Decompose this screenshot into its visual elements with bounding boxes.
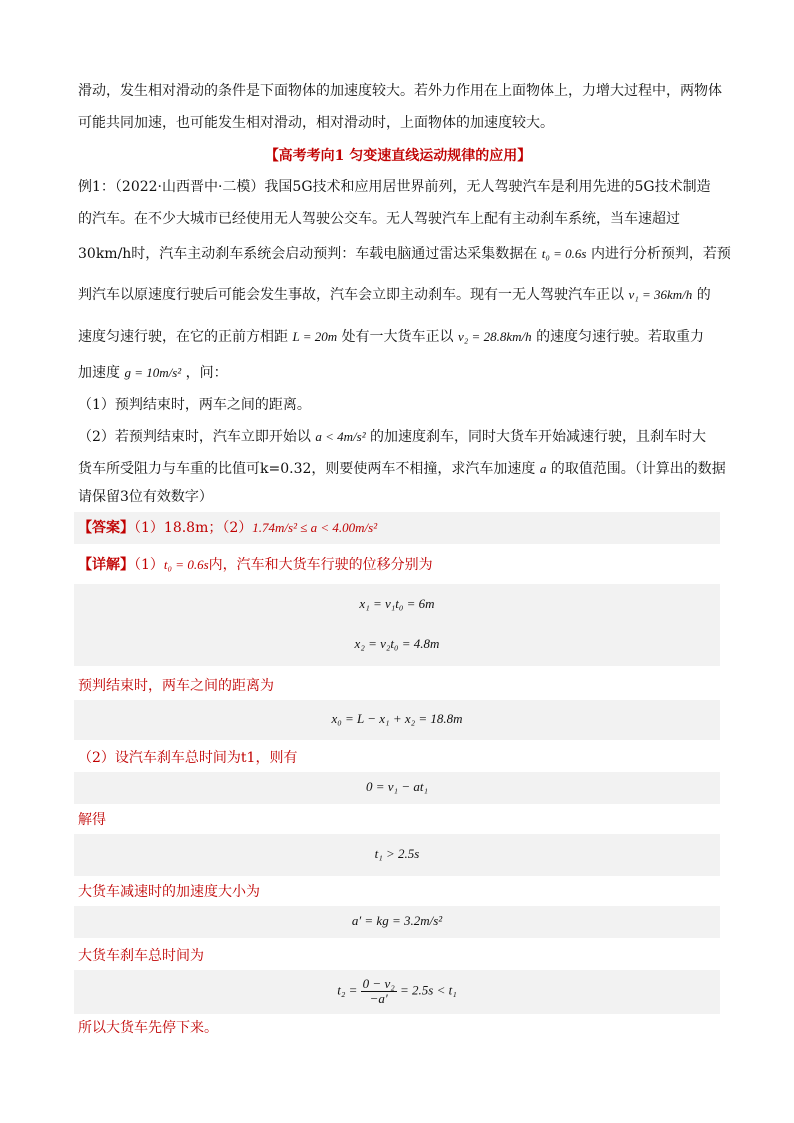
problem-line-4-text-a: 判汽车以原速度行驶后可能会发生事故，汽车会立即主动刹车。现有一无人驾驶汽车正以 xyxy=(78,287,624,303)
solution-line-1 xyxy=(78,555,718,575)
question-2-line-2-text-a: 货车所受阻力与车重的比值可k=0.32，则要使两车不相撞，求汽车加速度 xyxy=(78,461,536,477)
solution-text-b: 内，汽车和大货车行驶的位移分别为 xyxy=(208,557,433,573)
equation-t2-rhs: = 2.5s < t₁ xyxy=(399,982,457,998)
question-2-line-2-text-b: 的取值范围。（计算出的数据 xyxy=(550,461,726,477)
problem-line-6-text-a: 加速度 xyxy=(78,365,120,381)
formula-a: a xyxy=(539,461,547,476)
problem-line-4 xyxy=(78,285,718,305)
problem-line-5 xyxy=(78,327,718,347)
equation-t1: t₁ > 2.5s xyxy=(374,846,420,861)
solution-text-e: 解得 xyxy=(78,812,106,828)
answer-line xyxy=(78,518,718,538)
formula-a-limit: a < 4m/s² xyxy=(315,429,366,444)
formula-L: L = 20m xyxy=(292,329,338,344)
problem-line-3-text-b: 内进行分析预判，若预 xyxy=(590,246,731,262)
problem-line-5-text-c: 的速度匀速行驶。若取重力 xyxy=(536,329,705,345)
formula-v1: v₁ = 36km/h xyxy=(628,287,693,302)
question-2-text-b: 的加速度刹车，同时大货车开始减速行驶，且刹车时大 xyxy=(370,429,707,445)
solution-text-c: 预判结束时，两车之间的距离为 xyxy=(78,678,274,694)
equation-band-5 xyxy=(74,906,720,938)
question-2-line-3: 请保留3位有效数字） xyxy=(78,489,213,505)
problem-line-3 xyxy=(78,244,731,264)
solution-text-f: 大货车减速时的加速度大小为 xyxy=(78,884,260,900)
equation-band-2 xyxy=(74,700,720,740)
formula-t0: t₀ = 0.6s xyxy=(541,246,587,261)
solution-text-g: 大货车刹车总时间为 xyxy=(78,948,204,964)
answer-label: 【答案】 xyxy=(78,520,134,536)
question-1: （1）预判结束时，两车之间的距离。 xyxy=(78,397,311,413)
question-2-text-a: （2）若预判结束时，汽车立即开始以 xyxy=(78,429,311,445)
solution-formula-t0: t₀ = 0.6s xyxy=(163,557,209,572)
equation-band-4 xyxy=(74,834,720,876)
problem-line-5-text-b: 处有一大货车正以 xyxy=(341,329,454,345)
problem-line-5-text-a: 速度匀速行驶，在它的正前方相距 xyxy=(78,329,288,345)
formula-g: g = 10m/s² xyxy=(124,365,182,380)
equation-a-prime: a′ = kg = 3.2m/s² xyxy=(351,913,443,928)
fraction-numerator: 0 − v₂ xyxy=(362,976,395,991)
solution-text-d: （2）设汽车刹车总时间为t1，则有 xyxy=(78,750,298,766)
solution-label: 【详解】 xyxy=(78,557,134,573)
problem-line-6-text-b: ，问： xyxy=(185,365,228,381)
equation-t2-lhs: t₂ = xyxy=(337,982,358,998)
question-2-line-2 xyxy=(78,459,726,479)
problem-line-1: 例1：（2022·山西晋中·二模）我国5G技术和应用居世界前列，无人驾驶汽车是利用先进的5G技术制造 xyxy=(78,179,711,195)
fraction xyxy=(361,977,397,1006)
problem-line-4-text-b: 的 xyxy=(696,287,711,303)
intro-line-2: 可能共同加速，也可能发生相对滑动，相对滑动时，上面物体的加速度较大。 xyxy=(78,115,554,131)
intro-line-1: 滑动，发生相对滑动的条件是下面物体的加速度较大。若外力作用在上面物体上，力增大过程中，两物体 xyxy=(78,83,722,99)
problem-line-6 xyxy=(78,363,718,383)
equation-x0: x₀ = L − x₁ + x₂ = 18.8m xyxy=(331,711,463,726)
question-2-line-1 xyxy=(78,427,718,447)
problem-line-2: 的汽车。在不少大城市已经使用无人驾驶公交车。无人驾驶汽车上配有主动刹车系统，当车速超过 xyxy=(78,211,680,227)
section-heading: 【高考考向1 匀变速直线运动规律的应用】 xyxy=(264,148,532,164)
equation-band-3 xyxy=(74,772,720,804)
fraction-denominator: −a′ xyxy=(369,991,388,1006)
answer-formula: 1.74m/s² ≤ a < 4.00m/s² xyxy=(252,520,378,535)
equation-band-6 xyxy=(74,970,720,1014)
equation-t2 xyxy=(74,977,720,1006)
equation-x1: x₁ = v₁t₀ = 6m xyxy=(359,596,435,611)
problem-line-3-text-a: 30km/h时，汽车主动刹车系统会启动预判：车载电脑通过雷达采集数据在 xyxy=(78,246,538,262)
equation-band-1 xyxy=(74,584,720,666)
solution-text-h: 所以大货车先停下来。 xyxy=(78,1020,218,1036)
formula-v2: v₂ = 28.8km/h xyxy=(458,329,532,344)
equation-x2: x₂ = v₂t₀ = 4.8m xyxy=(354,636,440,651)
equation-v1: 0 = v₁ − at₁ xyxy=(366,779,428,794)
solution-text-a: （1） xyxy=(134,557,164,573)
answer-text: （1）18.8m；（2） xyxy=(134,520,253,536)
